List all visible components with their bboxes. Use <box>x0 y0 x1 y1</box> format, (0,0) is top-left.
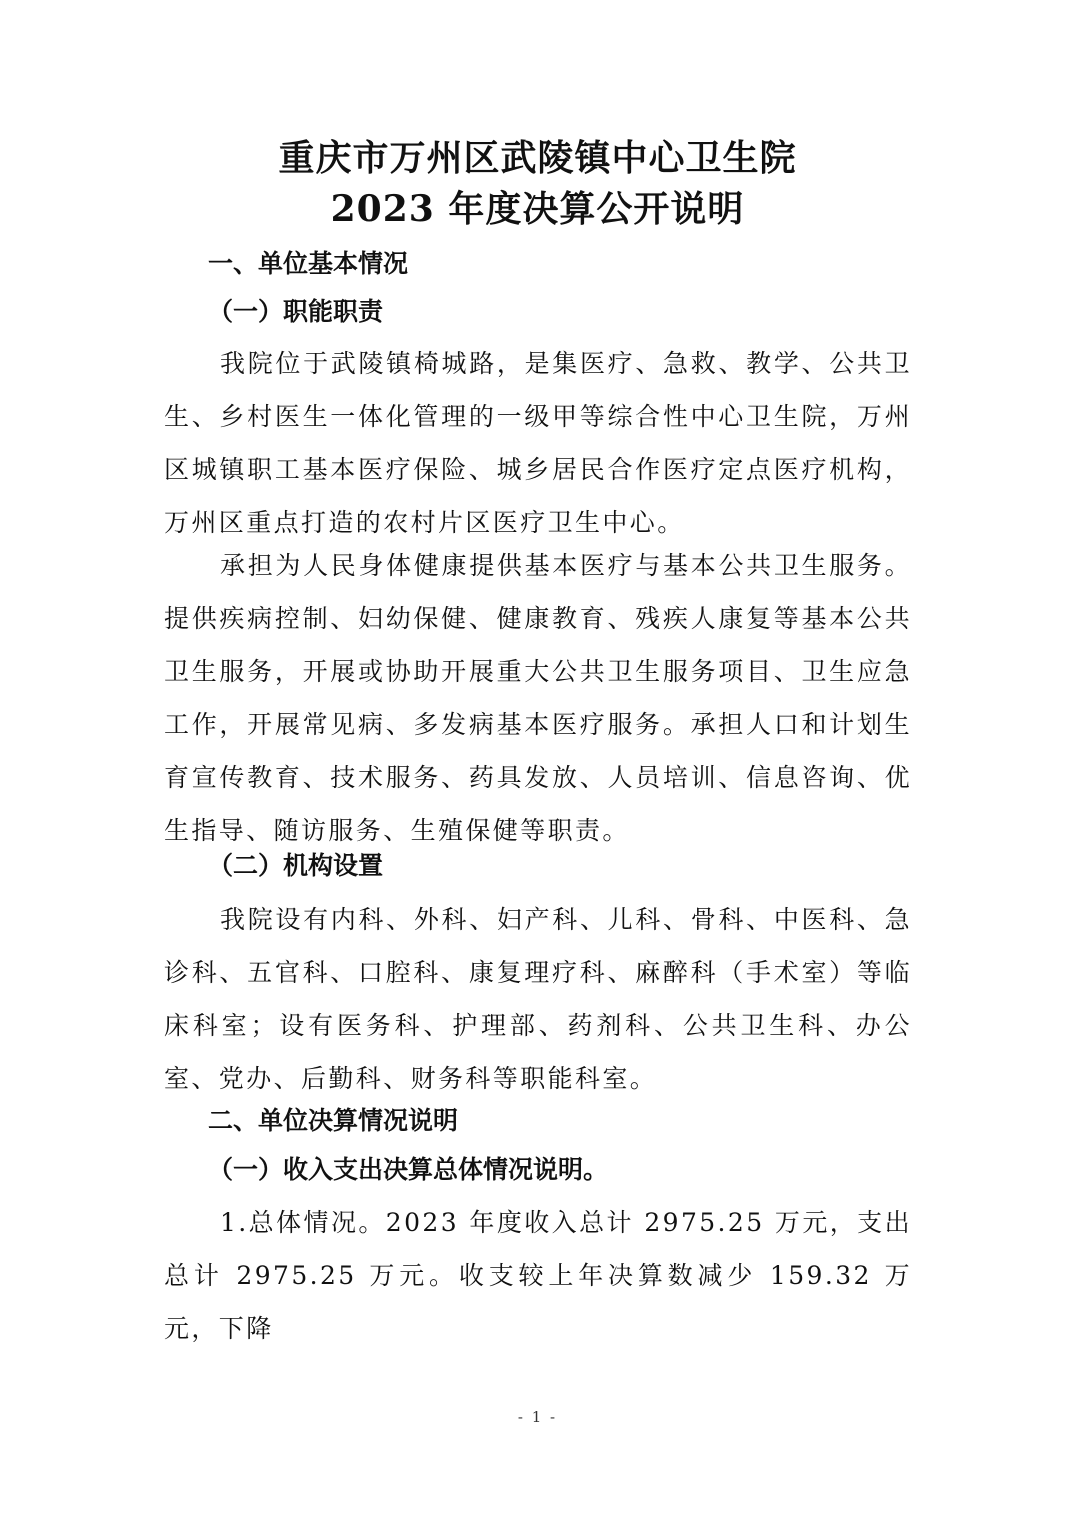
document-title-line-2: 2023 年度决算公开说明 <box>330 188 745 230</box>
subsection-heading-income-expense: （一）收入支出决算总体情况说明。 <box>208 1155 609 1184</box>
subsection-heading-functions: （一）职能职责 <box>208 297 384 326</box>
paragraph-overall-situation: 1.总体情况。2023 年度收入总计 2975.25 万元，支出总计 2975.25 万元。收支较上年决算数减少 159.32 万元，下降 <box>164 1208 912 1343</box>
section-heading-basic-info: 一、单位基本情况 <box>208 249 409 278</box>
section-heading-final-accounts: 二、单位决算情况说明 <box>208 1106 459 1135</box>
page-number: - 1 - <box>517 1408 558 1426</box>
paragraph-departments: 我院设有内科、外科、妇产科、儿科、骨科、中医科、急诊科、五官科、口腔科、康复理疗科、麻醉科（手术室）等临床科室；设有医务科、护理部、药剂科、公共卫生科、办公室、党办、后勤科、财务科等职能科室。 <box>164 905 912 1093</box>
subsection-heading-organization: （二）机构设置 <box>208 851 384 880</box>
paragraph-location: 我院位于武陵镇椅城路，是集医疗、急救、教学、公共卫生、乡村医生一体化管理的一级甲等综合性中心卫生院，万州区城镇职工基本医疗保险、城乡居民合作医疗定点医疗机构，万州区重点打造的农村片区医疗卫生中心。 <box>164 349 912 537</box>
paragraph-responsibilities: 承担为人民身体健康提供基本医疗与基本公共卫生服务。提供疾病控制、妇幼保健、健康教育、残疾人康复等基本公共卫生服务，开展或协助开展重大公共卫生服务项目、卫生应急工作，开展常见病、多发病基本医疗服务。承担人口和计划生育宣传教育、技术服务、药具发放、人员培训、信息咨询、优生指导、随访服务、生殖保健等职责。 <box>164 551 912 845</box>
document-title-line-1: 重庆市万州区武陵镇中心卫生院 <box>278 137 797 179</box>
